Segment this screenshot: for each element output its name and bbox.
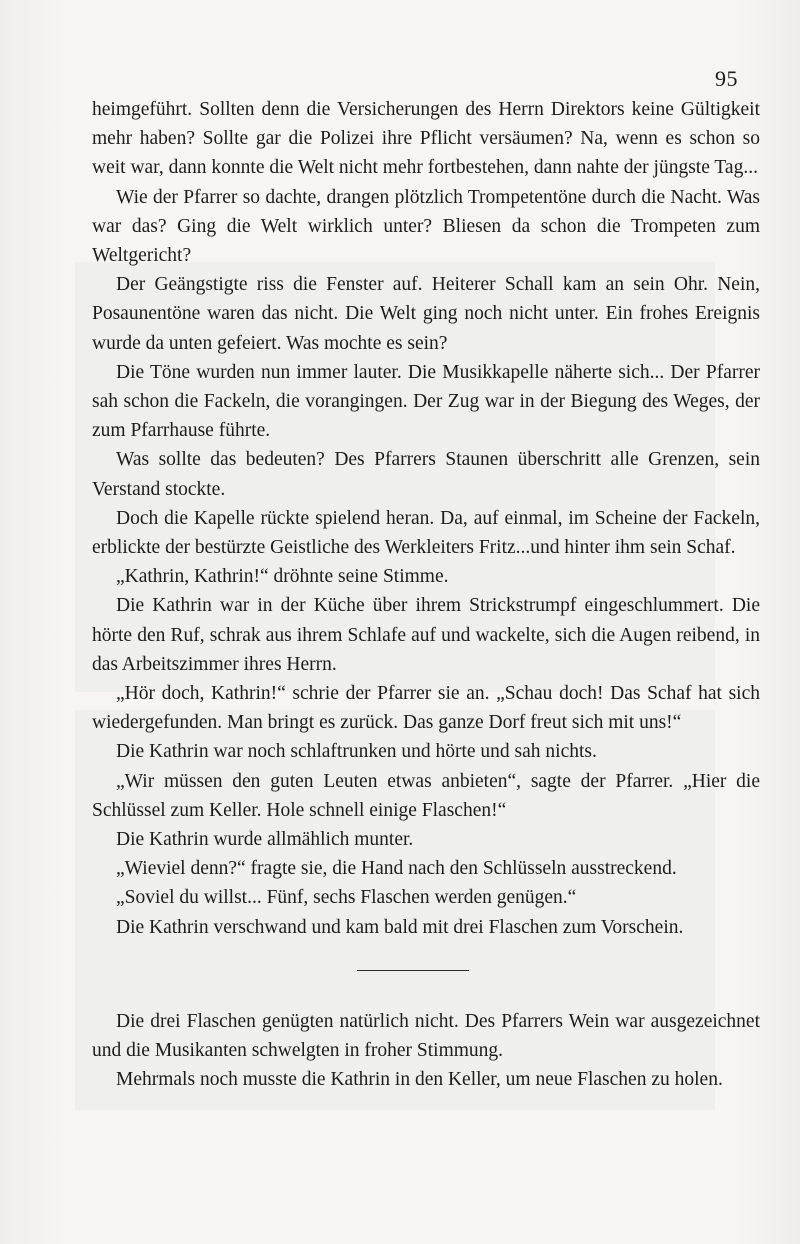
paragraph: „Wir müssen den guten Leuten etwas anbieten“, sagte der Pfarrer. „Hier die Schlüssel zum Keller. Hole schnell einige Flaschen!“: [92, 770, 760, 821]
paragraph: Die Töne wurden nun immer lauter. Die Musikkapelle näherte sich... Der Pfarrer sah schon die Fackeln, die vorangingen. Der Zug war in der Biegung des Weges, der zum Pfarrhause führte.: [92, 361, 760, 442]
paragraph: „Wieviel denn?“ fragte sie, die Hand nach den Schlüsseln ausstreckend.: [116, 858, 677, 880]
paragraph: Mehrmals noch musste die Kathrin in den Keller, um neue Flaschen zu holen.: [116, 1069, 723, 1091]
paragraph: Wie der Pfarrer so dachte, drangen plötzlich Trompetentöne durch die Nacht. Was war das? Ging die Welt wirklich unter? Bliesen da schon die Trompeten zum Weltgericht?: [92, 186, 760, 267]
paragraph: Die Kathrin wurde allmählich munter.: [116, 829, 414, 851]
paragraph: Die Kathrin war noch schlaftrunken und hörte und sah nichts.: [116, 741, 597, 763]
paragraph: „Hör doch, Kathrin!“ schrie der Pfarrer sie an. „Schau doch! Das Schaf hat sich wiedergefunden. Man bringt es zurück. Das ganze Dorf freut sich mit uns!“: [92, 683, 760, 734]
paragraph: Doch die Kapelle rückte spielend heran. Da, auf einmal, im Scheine der Fackeln, erblickte der bestürzte Geistliche des Werkleiters Fritz...und hinter ihm sein Schaf.: [92, 507, 760, 559]
paragraph: Die Kathrin war in der Küche über ihrem Strickstrumpf eingeschlummert. Die hörte den Ruf, schrak aus ihrem Schlafe auf und wackelte, sich die Augen reibend, in das Arbeitszimmer ihres Herrn.: [92, 595, 760, 675]
paragraph: Die Kathrin verschwand und kam bald mit drei Flaschen zum Vorschein.: [116, 916, 684, 938]
paragraph: „Soviel du willst... Fünf, sechs Flaschen werden genügen.“: [116, 887, 577, 909]
paragraph: „Kathrin, Kathrin!“ dröhnte seine Stimme.: [116, 566, 449, 588]
paragraph: Der Geängstigte riss die Fenster auf. Heiterer Schall kam an sein Ohr. Nein, Posaunentöne waren das nicht. Die Welt ging noch nicht unter. Ein frohes Ereignis wurde da unten gefeiert. Was mochte es sein?: [92, 274, 760, 354]
body-text: [92, 95, 760, 1095]
section-divider: [357, 970, 469, 971]
paragraph: Was sollte das bedeuten? Des Pfarrers Staunen überschritt alle Grenzen, sein Verstand stockte.: [92, 449, 760, 500]
paragraph: Die drei Flaschen genügten natürlich nicht. Des Pfarrers Wein war ausgezeichnet und die Musikanten schwelgten in froher Stimmung.: [92, 1010, 760, 1062]
page-number: 95: [715, 66, 738, 91]
paragraph: heimgeführt. Sollten denn die Versicherungen des Herrn Direktors keine Gültigkeit mehr haben? Sollte gar die Polizei ihre Pflicht versäumen? Na, wenn es schon so weit war, dann konnte die Welt nicht mehr fortbestehen, dann nahte der jüngste Tag...: [92, 99, 760, 179]
